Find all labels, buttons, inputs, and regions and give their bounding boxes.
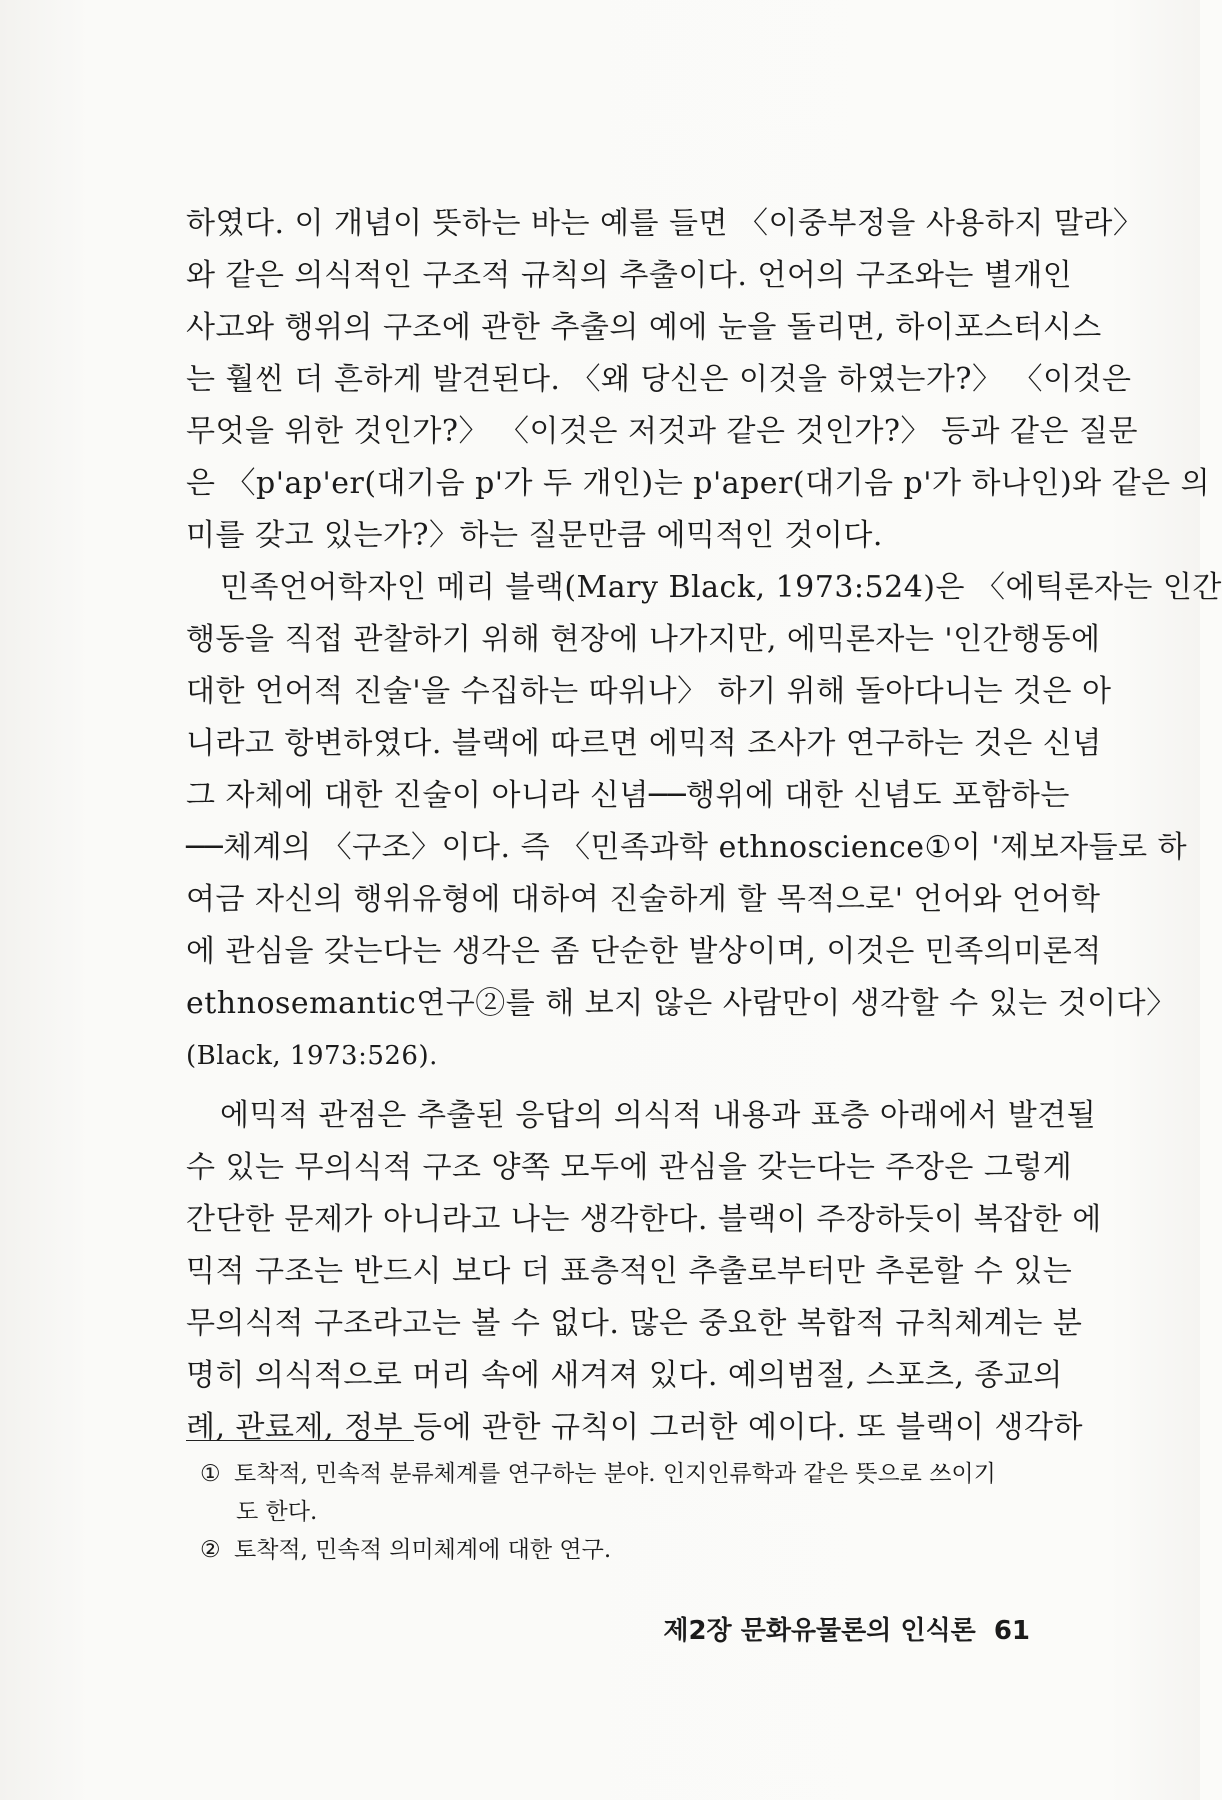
text-line: 무의식적 구조라고는 볼 수 없다. 많은 중요한 복합적 규칙체계는 분: [186, 1306, 1083, 1341]
running-footer: [663, 1610, 1030, 1647]
footnote-1-marker: ①: [200, 1461, 221, 1487]
text-line: 니라고 항변하였다. 블랙에 따르면 에믹적 조사가 연구하는 것은 신념: [186, 726, 1102, 761]
text-line: 간단한 문제가 아니라고 나는 생각한다. 블랙이 주장하듯이 복잡한 에: [186, 1202, 1102, 1237]
text-line: 행동을 직접 관찰하기 위해 현장에 나가지만, 에믹론자는 '인간행동에: [186, 622, 1101, 657]
text-line: 무엇을 위한 것인가?〉 〈이것은 저것과 같은 것인가?〉 등과 같은 질문: [186, 414, 1138, 449]
text-line: 은 〈p'ap'er(대기음 p'가 두 개인)는 p'aper(대기음 p'가 하나인)와 같은 의: [186, 466, 1211, 501]
text-line: 는 훨씬 더 흔하게 발견된다. 〈왜 당신은 이것을 하였는가?〉 〈이것은: [186, 362, 1132, 397]
footnotes: [200, 1455, 1070, 1569]
text-line: 그 자체에 대한 진술이 아니라 신념──행위에 대한 신념도 포함하는: [186, 778, 1070, 813]
footnote-1-text: 토착적, 민속적 분류체계를 연구하는 분야. 인지인류학과 같은 뜻으로 쓰이기: [234, 1461, 996, 1487]
text-line: 미를 갖고 있는가?〉하는 질문만큼 에믹적인 것이다.: [186, 518, 883, 553]
text-line: 명히 의식적으로 머리 속에 새겨져 있다. 예의범절, 스포츠, 종교의: [186, 1358, 1063, 1393]
text-line: ethnosemantic연구②를 해 보지 않은 사람만이 생각할 수 있는 것이다〉: [186, 986, 1177, 1021]
chapter-title: 제2장 문화유물론의 인식론: [663, 1616, 976, 1646]
citation-line: (Black, 1973:526).: [186, 1041, 438, 1071]
text-line: 수 있는 무의식적 구조 양쪽 모두에 관심을 갖는다는 주장은 그렇게: [186, 1150, 1073, 1185]
text-line: 여금 자신의 행위유형에 대하여 진술하게 할 목적으로' 언어와 언어학: [186, 882, 1101, 917]
text-line: 믹적 구조는 반드시 보다 더 표층적인 추출로부터만 추론할 수 있는: [186, 1254, 1073, 1289]
paragraph-start-line: 에믹적 관점은 추출된 응답의 의식적 내용과 표층 아래에서 발견될: [220, 1098, 1097, 1133]
footnote-2-text: 토착적, 민속적 의미체계에 대한 연구.: [234, 1537, 612, 1563]
body-text: [186, 198, 1222, 1454]
text-line: 사고와 행위의 구조에 관한 추출의 예에 눈을 돌리면, 하이포스터시스: [186, 310, 1102, 345]
text-line: 하였다. 이 개념이 뜻하는 바는 예를 들면 〈이중부정을 사용하지 말라〉: [186, 206, 1144, 241]
text-line: 와 같은 의식적인 구조적 규칙의 추출이다. 언어의 구조와는 별개인: [186, 258, 1073, 293]
text-line: 에 관심을 갖는다는 생각은 좀 단순한 발상이며, 이것은 민족의미론적: [186, 934, 1102, 969]
footnote-1: [200, 1455, 1070, 1493]
text-line: ──체계의 〈구조〉이다. 즉 〈민족과학 ethnoscience①이 '제보자들로 하: [186, 830, 1188, 865]
footnote-2: [200, 1531, 1070, 1569]
footnote-1-continuation: 도 한다.: [236, 1499, 318, 1525]
text-line: 례, 관료제, 정부 등에 관한 규칙이 그러한 예이다. 또 블랙이 생각하: [186, 1410, 1083, 1445]
footnote-2-marker: ②: [200, 1537, 221, 1563]
text-line: 대한 언어적 진술'을 수집하는 따위나〉 하기 위해 돌아다니는 것은 아: [186, 674, 1112, 709]
footnote-divider: [186, 1440, 414, 1441]
page-number: 61: [993, 1616, 1030, 1646]
paragraph-start-line: 민족언어학자인 메리 블랙(Mary Black, 1973:524)은 〈에틱론자는 인간: [220, 570, 1222, 605]
